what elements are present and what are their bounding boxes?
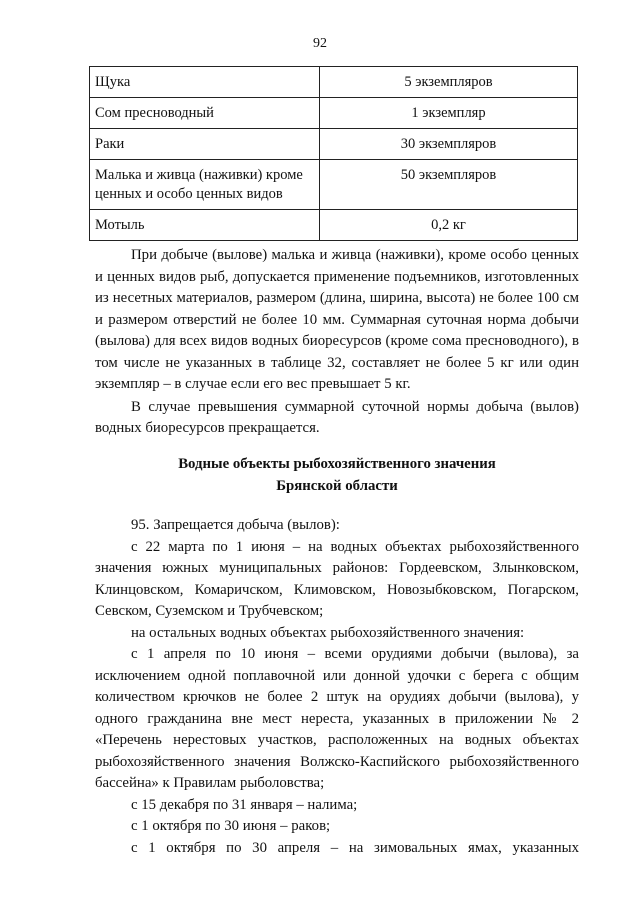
species-cell: Малька и живца (наживки) кроме ценных и особо ценных видов	[90, 160, 320, 210]
paragraph: 95. Запрещается добыча (вылов):	[131, 517, 340, 533]
species-cell: Мотыль	[90, 210, 320, 241]
species-cell: Сом пресноводный	[90, 98, 320, 129]
paragraph: с 1 октября по 30 апреля – на зимовальных ямах, указанных	[131, 839, 579, 856]
limit-cell: 5 экземпляров	[320, 67, 578, 98]
section-heading	[95, 453, 579, 497]
heading-line: Водные объекты рыбохозяйственного значения	[178, 456, 496, 472]
table-row	[90, 210, 578, 241]
catch-limits-table	[89, 66, 578, 241]
paragraph: с 1 октября по 30 июня – раков;	[131, 818, 331, 834]
body-text-top	[95, 245, 579, 440]
paragraph: с 22 марта по 1 июня – на водных объектах рыбохозяйственного значения южных муниципальных районов: Гордеевском, Злынковском, Клинцовском, Комаричском, Климовском, Новозыбковском, Погарском, Севском, Суземском и Трубчевском;	[95, 538, 579, 619]
heading-line: Брянской области	[276, 478, 398, 494]
limit-cell: 0,2 кг	[320, 210, 578, 241]
paragraph: с 15 декабря по 31 января – налима;	[131, 796, 358, 813]
species-cell: Раки	[90, 129, 320, 160]
body-text-bottom	[95, 515, 579, 859]
paragraph: с 1 апреля по 10 июня – всеми орудиями добычи (вылова), за исключением одной поплавочной или донной удочки с берега с общим количеством крючков не более 2 штук на орудиях добычи (вылова), у одного гражданина вне мест нереста, указанных в приложении № 2 «Перечень нерестовых участков, расположенных на водных объектах рыбохозяйственного значения Волжско-Каспийского рыбохозяйственного бассейна» к Правилам рыболовства;	[95, 646, 579, 791]
table-row	[90, 67, 578, 98]
paragraph: В случае превышения суммарной суточной нормы добыча (вылов) водных биоресурсов прекращается.	[95, 398, 579, 436]
paragraph: При добыче (вылове) малька и живца (наживки), кроме особо ценных и ценных видов рыб, допускается применение подъемников, изготовленных из несетных материалов, размером (длина, ширина, высота) не более 100 см и размером отверстий не более 10 мм. Суммарная суточная норма добычи (вылова) для всех видов водных биоресурсов (кроме сома пресноводного), в том числе не указанных в таблице 32, составляет не более 5 кг или один экземпляр – в случае если его вес превышает 5 кг.	[95, 247, 579, 392]
table-row	[90, 160, 578, 210]
paragraph: на остальных водных объектах рыбохозяйственного значения:	[131, 624, 525, 641]
limit-cell: 30 экземпляров	[320, 129, 578, 160]
limit-cell: 1 экземпляр	[320, 98, 578, 129]
page-number: 92	[313, 36, 327, 51]
limit-cell: 50 экземпляров	[320, 160, 578, 210]
table-row	[90, 129, 578, 160]
species-cell: Щука	[90, 67, 320, 98]
table-row	[90, 98, 578, 129]
